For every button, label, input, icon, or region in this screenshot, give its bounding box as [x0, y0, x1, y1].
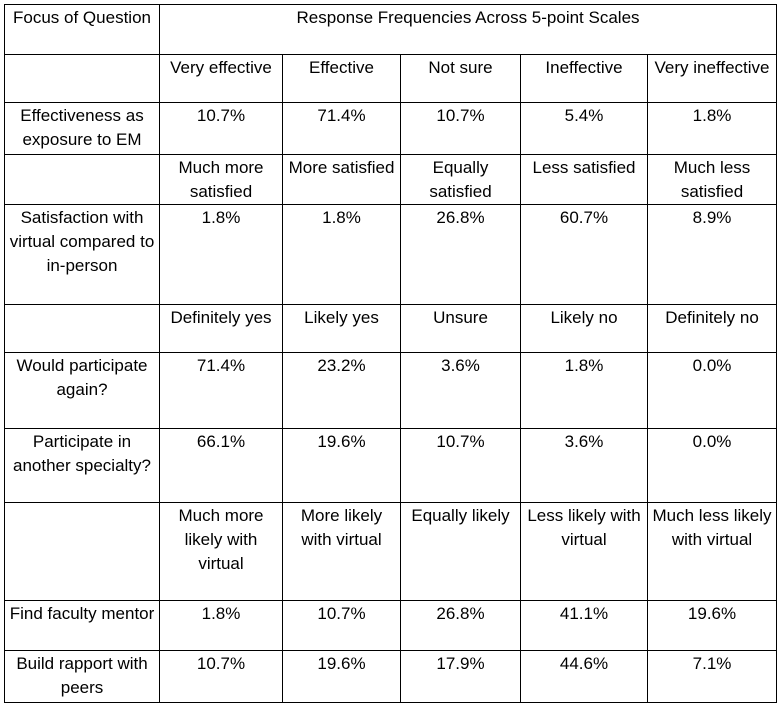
value-cell: 19.6% — [648, 601, 777, 651]
value-cell: 60.7% — [521, 205, 648, 305]
value-cell: 1.8% — [521, 353, 648, 429]
value-cell: 5.4% — [521, 103, 648, 155]
value-cell: 1.8% — [160, 205, 283, 305]
question-label: Build rapport with peers — [5, 651, 160, 703]
header-focus-of-question: Focus of Question — [5, 5, 160, 55]
scale-row-satisfaction — [5, 155, 777, 205]
scale-label: Unsure — [401, 305, 521, 353]
value-cell: 7.1% — [648, 651, 777, 703]
scale-row-likelihood — [5, 503, 777, 601]
response-frequency-table — [4, 4, 777, 703]
value-cell: 44.6% — [521, 651, 648, 703]
value-cell: 3.6% — [401, 353, 521, 429]
scale-label: Likely yes — [283, 305, 401, 353]
value-cell: 3.6% — [521, 429, 648, 503]
value-cell: 1.8% — [160, 601, 283, 651]
data-row-rapport-peers — [5, 651, 777, 703]
data-row-satisfaction — [5, 205, 777, 305]
question-label: Effectiveness as exposure to EM — [5, 103, 160, 155]
data-row-effectiveness — [5, 103, 777, 155]
question-label: Would participate again? — [5, 353, 160, 429]
value-cell: 10.7% — [401, 103, 521, 155]
value-cell: 10.7% — [160, 651, 283, 703]
value-cell: 10.7% — [160, 103, 283, 155]
scale-label: Definitely no — [648, 305, 777, 353]
scale-label: Equally satisfied — [401, 155, 521, 205]
header-response-frequencies: Response Frequencies Across 5-point Scales — [160, 5, 777, 55]
data-row-faculty-mentor — [5, 601, 777, 651]
scale-label: Much less satisfied — [648, 155, 777, 205]
value-cell: 10.7% — [283, 601, 401, 651]
scale-label: Much less likely with virtual — [648, 503, 777, 601]
scale-label: Much more satisfied — [160, 155, 283, 205]
scale-row-blank — [5, 503, 160, 601]
header-row — [5, 5, 777, 55]
scale-row-participation — [5, 305, 777, 353]
value-cell: 8.9% — [648, 205, 777, 305]
question-label: Find faculty mentor — [5, 601, 160, 651]
scale-row-blank — [5, 55, 160, 103]
value-cell: 66.1% — [160, 429, 283, 503]
scale-label: Equally likely — [401, 503, 521, 601]
scale-label: More likely with virtual — [283, 503, 401, 601]
value-cell: 19.6% — [283, 429, 401, 503]
value-cell: 1.8% — [648, 103, 777, 155]
scale-row-blank — [5, 155, 160, 205]
scale-label: Very ineffective — [648, 55, 777, 103]
value-cell: 17.9% — [401, 651, 521, 703]
scale-label: More satisfied — [283, 155, 401, 205]
question-label: Participate in another specialty? — [5, 429, 160, 503]
data-row-participate-again — [5, 353, 777, 429]
scale-label: Less likely with virtual — [521, 503, 648, 601]
value-cell: 26.8% — [401, 601, 521, 651]
value-cell: 71.4% — [160, 353, 283, 429]
scale-label: Effective — [283, 55, 401, 103]
scale-label: Definitely yes — [160, 305, 283, 353]
value-cell: 19.6% — [283, 651, 401, 703]
scale-label: Very effective — [160, 55, 283, 103]
scale-row-blank — [5, 305, 160, 353]
scale-label: Much more likely with virtual — [160, 503, 283, 601]
value-cell: 0.0% — [648, 353, 777, 429]
question-label: Satisfaction with virtual compared to in-person — [5, 205, 160, 305]
data-row-another-specialty — [5, 429, 777, 503]
scale-label: Less satisfied — [521, 155, 648, 205]
scale-label: Ineffective — [521, 55, 648, 103]
value-cell: 1.8% — [283, 205, 401, 305]
scale-label: Not sure — [401, 55, 521, 103]
value-cell: 0.0% — [648, 429, 777, 503]
scale-row-effectiveness — [5, 55, 777, 103]
value-cell: 71.4% — [283, 103, 401, 155]
value-cell: 23.2% — [283, 353, 401, 429]
value-cell: 10.7% — [401, 429, 521, 503]
value-cell: 26.8% — [401, 205, 521, 305]
value-cell: 41.1% — [521, 601, 648, 651]
scale-label: Likely no — [521, 305, 648, 353]
